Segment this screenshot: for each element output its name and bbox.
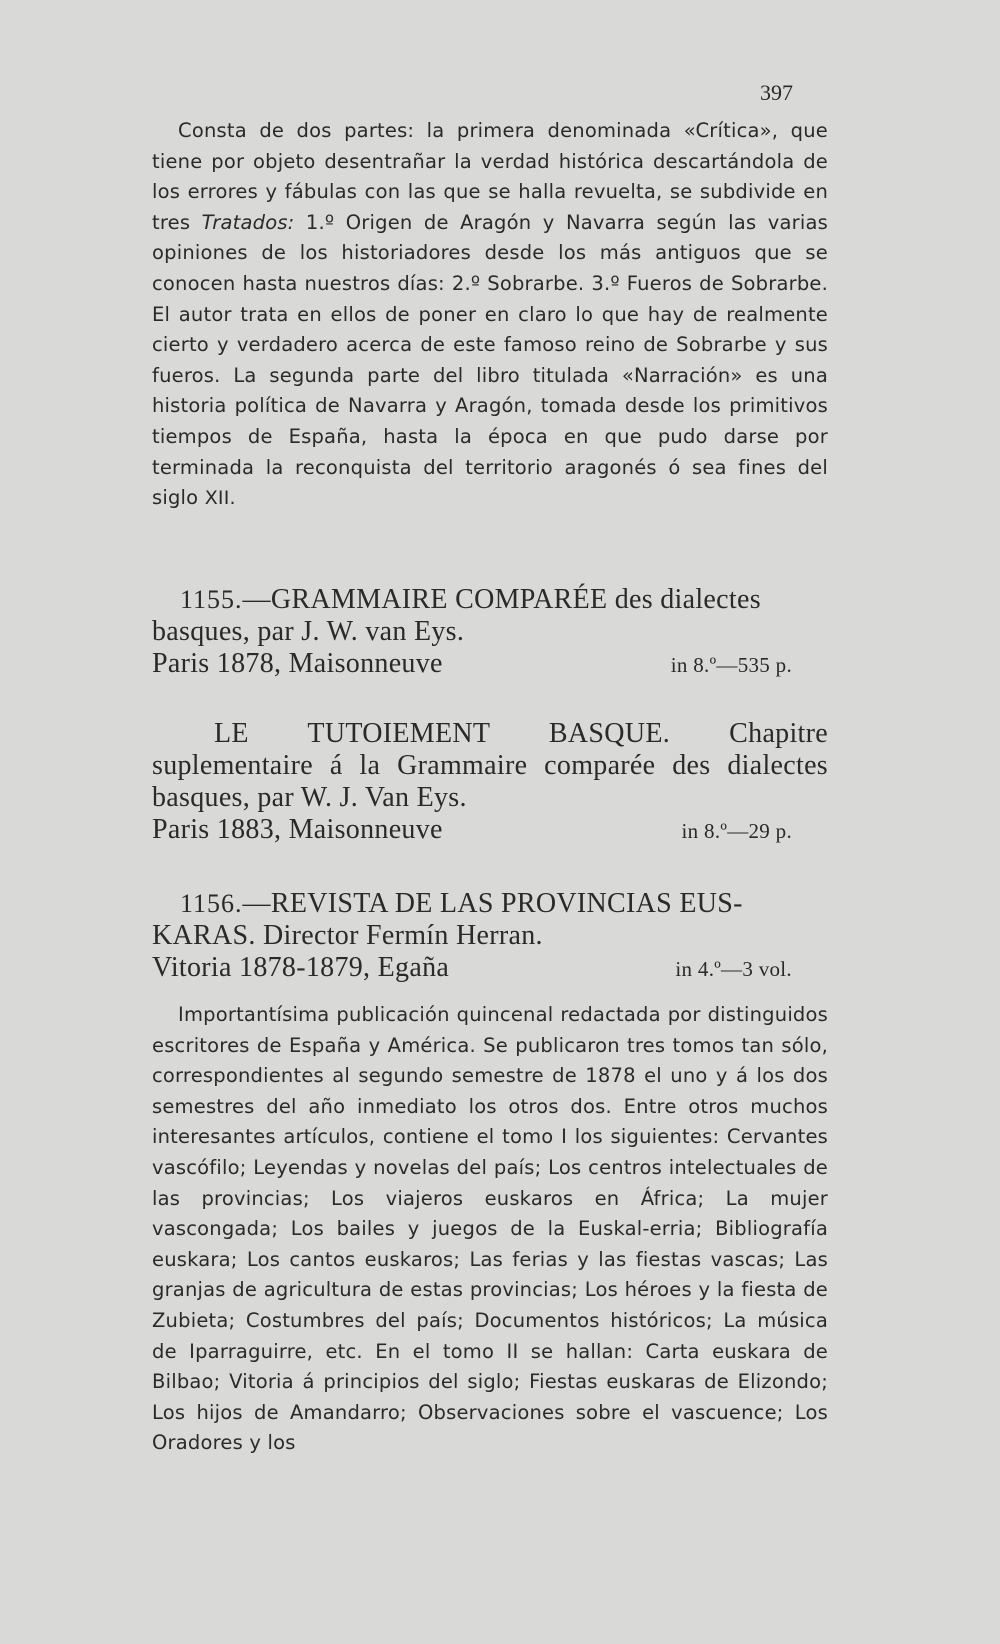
entry-tutoiement-rest: Chapitre suplementaire á la Grammaire comparée des dialectes basques, par W. J. Van Eys. — [152, 718, 828, 813]
entry-tutoiement-imprint-row — [152, 814, 792, 847]
intro-tratados: Tratados: — [201, 210, 295, 234]
intro-siglo: XII. — [204, 487, 236, 510]
entry-1156-heading — [152, 888, 828, 920]
entry-tutoiement-text — [152, 718, 828, 814]
intro-text-1: Consta de dos partes: la primera denominada «Crítica», que tiene por objeto desentrañar la verdad histórica descartándola de los errores y fábulas con las que se halla revuelta, se subdivide en tres — [152, 119, 828, 234]
entry-1155-line2: basques, par J. W. van Eys. — [152, 616, 465, 647]
entry-1155-imprint: Paris 1878, Maisonneuve — [152, 648, 443, 679]
entry-1156-imprint-row — [152, 952, 792, 985]
entry-1156-title: REVISTA DE LAS PROVINCIAS EUS- — [270, 888, 743, 919]
entry-1155-number: 1155. — [180, 585, 243, 614]
entry-1155-title-rest: des dialectes — [614, 584, 761, 615]
entry-1156-imprint: Vitoria 1878-1879, Egaña — [152, 952, 450, 983]
entry-1156-line2: KARAS. Director Fermín Herran. — [152, 920, 543, 951]
entry-1156-description: Importantísima publicación quincenal redactada por distinguidos escritores de España y América. Se publicaron tres tomos tan sólo, correspondientes al segundo semestre de 1878 el uno y á los dos semestres del año inmediato los otros dos. Entre otros muchos interesantes artículos, contiene el tomo I los siguientes: Cervantes vascófilo; Leyendas y novelas del país; Los centros intelectuales de las provincias; Los viajeros euskaros en África; La mujer vascongada; Los bailes y juegos de la Euskal-erria; Bibliografía euskara; Los cantos euskaros; Las ferias y las fiestas vascas; Las granjas de agricultura de estas provincias; Los héroes y la fiesta de Zubieta; Costumbres del país; Documentos históricos; La música de Iparraguirre, etc. En el tomo II se hallan: Carta euskara de Bilbao; Vitoria á principios del siglo; Fiestas euskaras de Elizondo; Los hijos de Amandarro; Observaciones sobre el vascuence; Los Oradores y los — [152, 1003, 828, 1455]
entry-1155 — [152, 584, 828, 681]
page-number: 397 — [760, 80, 793, 105]
entry-tutoiement-format: in 8.º—29 p. — [681, 819, 792, 843]
entry-tutoiement-imprint: Paris 1883, Maisonneuve — [152, 814, 443, 845]
entry-1156-number: 1156. — [180, 889, 243, 918]
entry-1156 — [152, 888, 828, 985]
entry-1155-dash: — — [242, 584, 271, 615]
entry-1156-format: in 4.º—3 vol. — [675, 957, 792, 981]
entry-tutoiement-title: LE TUTOIEMENT BASQUE. — [214, 718, 671, 749]
intro-paragraph — [152, 116, 828, 514]
entry-1155-format: in 8.º—535 p. — [670, 653, 792, 677]
entry-1155-title: GRAMMAIRE COMPARÉE — [270, 584, 608, 615]
entry-1156-dash: — — [242, 888, 271, 919]
entry-tutoiement — [152, 718, 828, 847]
entry-1155-heading — [152, 584, 828, 616]
entry-1155-imprint-row — [152, 648, 792, 681]
intro-text-2: 1.º Origen de Aragón y Navarra según las varias opiniones de los historiadores desde los más antiguos que se conocen hasta nuestros días: 2.º Sobrarbe. 3.º Fueros de Sobrarbe. El autor trata en ellos de poner en claro lo que hay de realmente cierto y verdadero acerca de este famoso reino de Sobrarbe y sus fueros. La segunda parte del libro titulada «Narración» es una historia política de Navarra y Aragón, tomada desde los primitivos tiempos de España, hasta la época en que pudo darse por terminada la reconquista del territorio aragonés ó sea fines del siglo — [152, 210, 828, 510]
